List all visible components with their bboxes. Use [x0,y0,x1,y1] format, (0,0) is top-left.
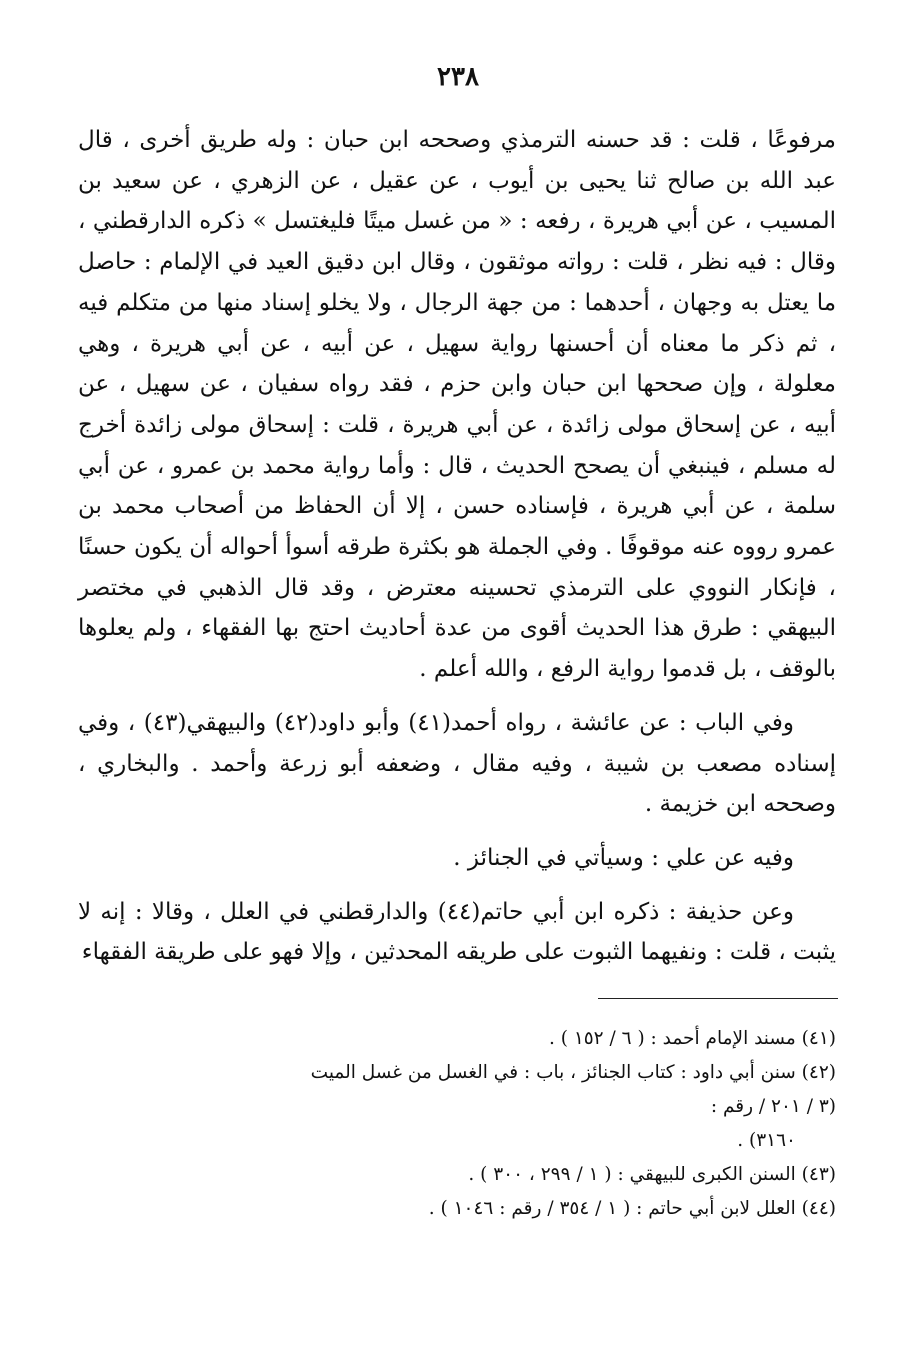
text-line: إسناده مصعب بن شيبة ، وفيه مقال ، وضعفه أبو زرعة وأحمد . والبخاري ، [78,750,836,777]
text-line: عبد الله بن صالح ثنا يحيى بن أيوب ، عن عقيل ، عن الزهري ، عن سعيد بن [78,167,836,194]
footnote-42 [300,1056,836,1158]
text-line: الرفع ، والله أعلم . [419,656,601,683]
footnote-41: (٤١) مسند الإمام أحمد : ( ٦ / ١٥٢ ) . [548,1028,836,1049]
text-line: موقوفًا . وفي الجملة هو بكثرة طرقه أسوأ أحواله أن يكون حسنًا ، فإنكار النووي على [78,534,836,601]
footnotes [300,1022,836,1226]
text-line: إسحاق مولى زائدة ، عن أبي هريرة ، قلت : إسحاق مولى زائدة أخرج له مسلم ، [78,411,836,479]
text-line: فينبغي أن يصحح الحديث ، قال : وأما رواية محمد بن عمرو ، عن أبي سلمة ، عن [78,452,836,520]
text-line: وفي الباب : عن عائشة ، رواه أحمد(٤١) وأبو داود(٤٢) والبيهقي(٤٣) ، وفي [78,709,794,736]
footnote-44: (٤٤) العلل لابن أبي حاتم : ( ١ / ٣٥٤ / رقم : ١٠٤٦ ) . [428,1198,836,1219]
paragraph-3 [78,838,836,879]
text-line: المسيب ، عن أبي هريرة ، رفعه : « من غسل ميتًا فليغتسل » ذكره الدارقطني ، [78,208,836,235]
paragraph-4 [78,892,836,973]
text-line: ثم ذكر ما معناه أن أحسنها رواية سهيل ، عن أبيه ، عن أبي هريرة ، وهي معلولة ، [78,330,836,398]
text-line: مرفوعًا ، قلت : قد حسنه الترمذي وصححه ابن حبان : وله طريق أخرى ، قال [78,127,836,153]
main-text [78,120,836,973]
text-line: وعن حذيفة : ذكره ابن أبي حاتم(٤٤) والدارقطني في العلل ، وقالا : إنه لا [78,898,794,925]
page-number: ٢٣٨ [437,62,479,92]
footnote-43: (٤٣) السنن الكبرى للبيهقي : ( ١ / ٢٩٩ ، ٣٠٠ ) . [468,1164,836,1185]
text-line: أقوى من عدة أحاديث احتج بها الفقهاء ، ولم يعلوها بالوقف ، بل قدموا رواية [78,615,836,683]
paragraph-2 [78,703,836,825]
text-line: وإن صححها ابن حبان وابن حزم ، فقد رواه سفيان ، عن سهيل ، عن أبيه ، عن [78,371,837,438]
text-line: الترمذي تحسينه معترض ، وقد قال الذهبي في مختصر البيهقي : طرق هذا الحديث [78,574,837,642]
footnote-separator [598,998,838,999]
footnote-text: (٤٢) سنن أبي داود : كتاب الجنائز ، باب : في الغسل من غسل الميت (٣ / ٢٠١ / رقم : [310,1062,836,1117]
text-line: وصححه ابن خزيمة . [644,791,836,818]
text-line: يعتل به وجهان ، أحدهما : من جهة الرجال ، ولا يخلو إسناد منها من متكلم فيه ، [78,289,836,357]
text-line: يثبت ، قلت : ونفيهما الثبوت على طريقه المحدثين ، وإلا فهو على طريقة الفقهاء [81,939,836,966]
text-line: وفيه عن علي : وسيأتي في الجنائز . [453,844,794,871]
text-line: أبي هريرة ، فإسناده حسن ، إلا أن الحفاظ من أصحاب محمد بن عمرو رووه عنه [78,493,837,561]
paragraph-1 [78,120,836,690]
text-line: وقال : فيه نظر ، قلت : رواته موثقون ، وقال ابن دقيق العيد في الإلمام : حاصل ما [78,249,837,316]
footnote-continuation: ٣١٦٠) . [737,1130,796,1151]
